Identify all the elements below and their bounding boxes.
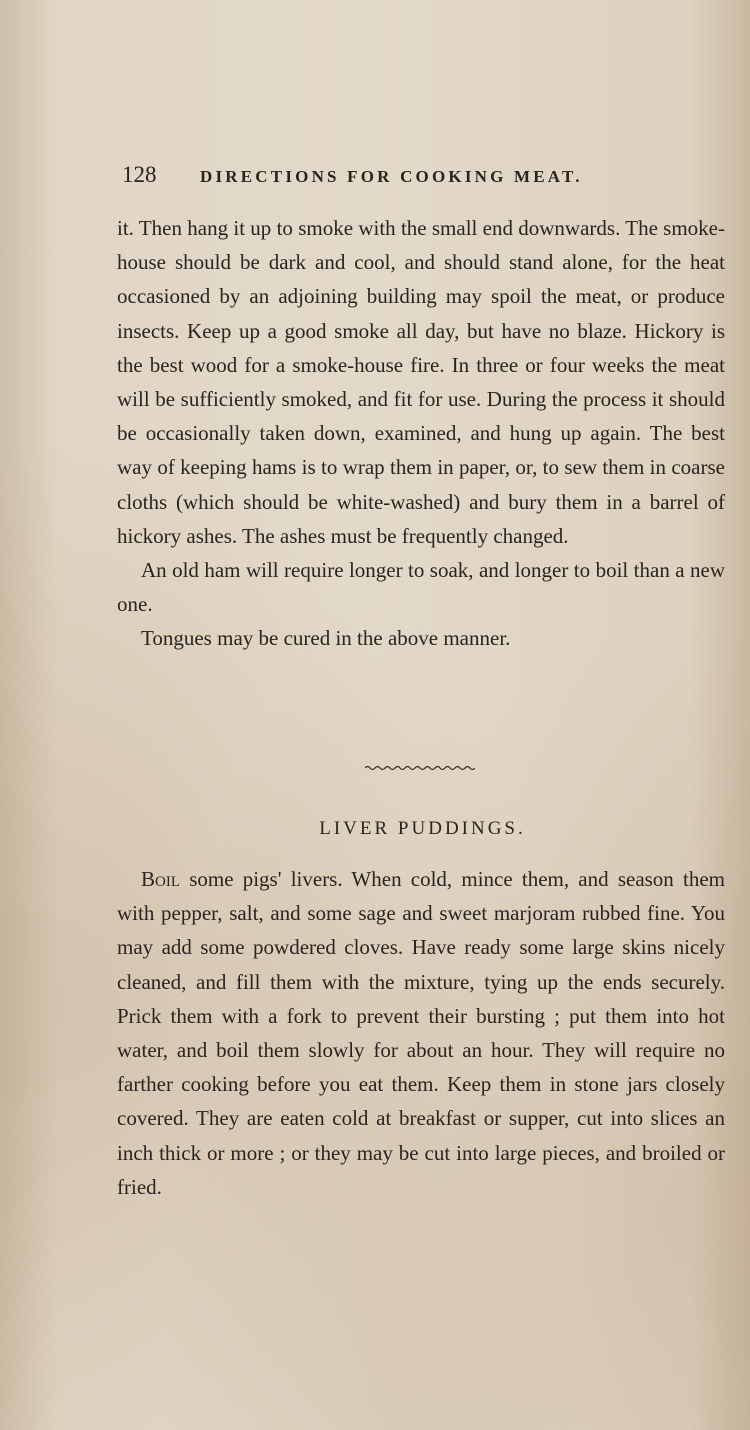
drop-word: Boil	[141, 867, 180, 891]
paragraph	[117, 862, 725, 1204]
paragraph-text: some pigs' livers. When cold, mince them, and season them with pepper, salt, and some sage and sweet marjoram rubbed fine. You may add some powdered cloves. Have ready some large skins nicely cleaned, and fill them with the mixture, tying up the ends securely. Prick them with a fork to prevent their bursting ; put them into hot water, and boil them slowly for about an hour. They will require no farther cooking before you eat them. Keep them in stone jars closely covered. They are eaten cold at breakfast or supper, cut into slices an inch thick or more ; or they may be cut into large pieces, and broiled or fried.	[117, 867, 725, 1199]
page-header	[122, 162, 722, 188]
decorative-wavy-rule	[365, 764, 475, 772]
paragraph: it. Then hang it up to smoke with the small end downwards. The smoke-house should be dark and cool, and should stand alone, for the heat occasioned by an adjoining building may spoil the meat, or produce insects. Keep up a good smoke all day, but have no blaze. Hickory is the best wood for a smoke-house fire. In three or four weeks the meat will be sufficiently smoked, and fit for use. During the process it should be occasionally taken down, examined, and hung up again. The best way of keeping hams is to wrap them in paper, or, to sew them in coarse cloths (which should be white-washed) and bury them in a barrel of hickory ashes. The ashes must be frequently changed.	[117, 216, 725, 548]
body-text-continued	[117, 211, 725, 656]
section-title: LIVER PUDDINGS.	[319, 818, 526, 839]
paragraph: Tongues may be cured in the above manner.	[141, 626, 511, 651]
paragraph: An old ham will require longer to soak, and longer to boil than a new one.	[117, 558, 725, 617]
page-number: 128	[122, 162, 157, 187]
running-title: DIRECTIONS FOR COOKING MEAT.	[200, 167, 583, 186]
body-text-liver-puddings	[117, 862, 725, 1204]
